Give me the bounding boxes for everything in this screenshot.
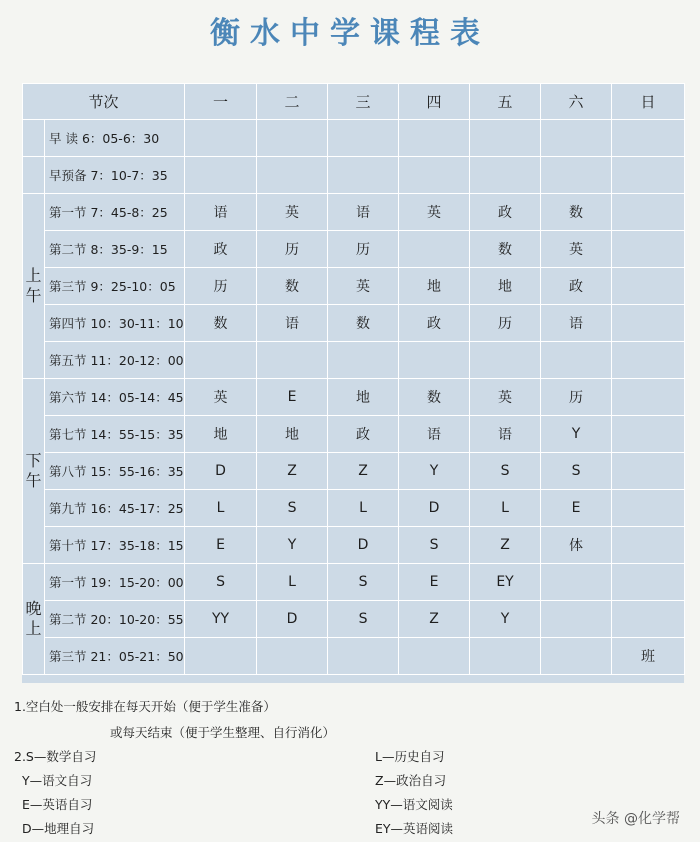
day-header: 日 (612, 84, 685, 120)
subject-cell (257, 157, 328, 194)
watermark: 头条 @化学帮 (591, 811, 680, 827)
subject-cell: E (399, 564, 470, 601)
schedule-row (23, 416, 685, 453)
subject-cell: D (399, 490, 470, 527)
subject-cell: 政 (399, 305, 470, 342)
subject-cell (257, 120, 328, 157)
legend-z: Z—政治自习 (375, 773, 447, 788)
schedule-row (23, 527, 685, 564)
subject-cell: 体 (541, 527, 612, 564)
subject-cell: 语 (399, 416, 470, 453)
group-cell-empty (23, 120, 45, 157)
subject-cell: L (185, 490, 257, 527)
subject-cell (399, 120, 470, 157)
schedule-row (23, 453, 685, 490)
period-label: 第二节 20：10-20：55 (45, 601, 185, 638)
schedule-row (23, 564, 685, 601)
subject-cell: E (257, 379, 328, 416)
subject-cell: 数 (185, 305, 257, 342)
subject-cell: S (541, 453, 612, 490)
period-header: 节次 (23, 84, 185, 120)
subject-cell: Y (541, 416, 612, 453)
subject-cell: D (328, 527, 399, 564)
subject-cell: 语 (257, 305, 328, 342)
subject-cell: D (185, 453, 257, 490)
subject-cell: 历 (470, 305, 541, 342)
subject-cell (612, 194, 685, 231)
day-header: 二 (257, 84, 328, 120)
period-label: 第四节 10：30-11：10 (45, 305, 185, 342)
subject-cell (612, 231, 685, 268)
legend-ey: EY—英语阅读 (375, 821, 454, 836)
subject-cell (185, 120, 257, 157)
subject-cell: 语 (470, 416, 541, 453)
subject-cell: 班 (612, 638, 685, 675)
group-cell-empty (23, 157, 45, 194)
period-label: 第七节 14：55-15：35 (45, 416, 185, 453)
subject-cell (328, 342, 399, 379)
subject-cell (399, 638, 470, 675)
day-header: 一 (185, 84, 257, 120)
subject-cell (541, 120, 612, 157)
subject-cell (470, 638, 541, 675)
subject-cell (541, 638, 612, 675)
subject-cell (612, 564, 685, 601)
legend-e: E—英语自习 (22, 797, 93, 812)
subject-cell: 政 (328, 416, 399, 453)
schedule-row (23, 268, 685, 305)
subject-cell: 数 (328, 305, 399, 342)
subject-cell (470, 157, 541, 194)
note-1b: 或每天结束（便于学生整理、自行消化） (110, 725, 336, 740)
subject-cell: 数 (257, 268, 328, 305)
schedule-row (23, 601, 685, 638)
subject-cell: 地 (328, 379, 399, 416)
schedule-row (23, 305, 685, 342)
subject-cell: 语 (541, 305, 612, 342)
legend-d: D—地理自习 (22, 821, 95, 836)
subject-cell: L (328, 490, 399, 527)
subject-cell (612, 453, 685, 490)
legend-y: Y—语文自习 (22, 773, 93, 788)
subject-cell: Y (470, 601, 541, 638)
legend-yy: YY—语文阅读 (375, 797, 453, 812)
subject-cell (612, 268, 685, 305)
day-header: 四 (399, 84, 470, 120)
period-label: 第六节 14：05-14：45 (45, 379, 185, 416)
subject-cell: E (541, 490, 612, 527)
subject-cell (612, 342, 685, 379)
subject-cell (470, 120, 541, 157)
subject-cell: 历 (257, 231, 328, 268)
subject-cell (185, 157, 257, 194)
subject-cell (541, 342, 612, 379)
subject-cell: 政 (185, 231, 257, 268)
subject-cell: 语 (328, 194, 399, 231)
subject-cell (612, 527, 685, 564)
subject-cell: Z (399, 601, 470, 638)
subject-cell (541, 601, 612, 638)
schedule-row (23, 490, 685, 527)
subject-cell: 英 (470, 379, 541, 416)
subject-cell: 政 (541, 268, 612, 305)
subject-cell (399, 231, 470, 268)
subject-cell: Z (470, 527, 541, 564)
subject-cell: Z (328, 453, 399, 490)
subject-cell: 数 (541, 194, 612, 231)
schedule-table-wrap (22, 83, 684, 683)
subject-cell: 数 (470, 231, 541, 268)
schedule-table (22, 83, 685, 675)
subject-cell: L (257, 564, 328, 601)
period-label: 早预备 7：10-7：35 (45, 157, 185, 194)
subject-cell (612, 416, 685, 453)
subject-cell: Y (257, 527, 328, 564)
subject-cell: Y (399, 453, 470, 490)
day-header: 五 (470, 84, 541, 120)
subject-cell (257, 638, 328, 675)
subject-cell (612, 379, 685, 416)
subject-cell (185, 638, 257, 675)
subject-cell: 英 (185, 379, 257, 416)
period-label: 第十节 17：35-18：15 (45, 527, 185, 564)
subject-cell: 地 (470, 268, 541, 305)
subject-cell: 政 (470, 194, 541, 231)
period-label: 第一节 19：15-20：00 (45, 564, 185, 601)
subject-cell: S (185, 564, 257, 601)
subject-cell (328, 157, 399, 194)
schedule-row (23, 342, 685, 379)
subject-cell (541, 157, 612, 194)
schedule-row (23, 231, 685, 268)
period-label: 第三节 21：05-21：50 (45, 638, 185, 675)
subject-cell: EY (470, 564, 541, 601)
subject-cell: 地 (399, 268, 470, 305)
page-title: 衡水中学课程表 (210, 16, 490, 51)
subject-cell: D (257, 601, 328, 638)
subject-cell: 英 (328, 268, 399, 305)
period-label: 第三节 9：25-10：05 (45, 268, 185, 305)
subject-cell (612, 305, 685, 342)
period-label: 第二节 8：35-9：15 (45, 231, 185, 268)
subject-cell: 数 (399, 379, 470, 416)
subject-cell: 历 (541, 379, 612, 416)
subject-cell: Z (257, 453, 328, 490)
subject-cell: S (399, 527, 470, 564)
group-label-afternoon: 下 午 (23, 379, 45, 564)
subject-cell: S (470, 453, 541, 490)
schedule-row (23, 194, 685, 231)
subject-cell: 英 (257, 194, 328, 231)
subject-cell: 语 (185, 194, 257, 231)
group-label-morning: 上 午 (23, 194, 45, 379)
period-label: 第八节 15：55-16：35 (45, 453, 185, 490)
day-header: 三 (328, 84, 399, 120)
group-label-evening: 晚 上 (23, 564, 45, 675)
schedule-row (23, 638, 685, 675)
schedule-row (23, 120, 685, 157)
legend-s: 2.S—数学自习 (14, 749, 97, 764)
subject-cell (328, 120, 399, 157)
subject-cell (399, 342, 470, 379)
period-label: 第一节 7：45-8：25 (45, 194, 185, 231)
subject-cell: 英 (541, 231, 612, 268)
period-label: 早 读 6：05-6：30 (45, 120, 185, 157)
subject-cell (257, 342, 328, 379)
subject-cell: S (328, 601, 399, 638)
subject-cell (612, 601, 685, 638)
subject-cell: S (257, 490, 328, 527)
subject-cell: L (470, 490, 541, 527)
subject-cell (470, 342, 541, 379)
subject-cell (328, 638, 399, 675)
subject-cell: 历 (185, 268, 257, 305)
subject-cell (612, 120, 685, 157)
period-label: 第九节 16：45-17：25 (45, 490, 185, 527)
day-header: 六 (541, 84, 612, 120)
subject-cell: E (185, 527, 257, 564)
period-label: 第五节 11：20-12：00 (45, 342, 185, 379)
subject-cell: 历 (328, 231, 399, 268)
note-1a: 1.空白处一般安排在每天开始（便于学生准备） (14, 699, 276, 714)
header-row (23, 84, 685, 120)
subject-cell: 地 (257, 416, 328, 453)
subject-cell (541, 564, 612, 601)
subject-cell: 英 (399, 194, 470, 231)
subject-cell (612, 490, 685, 527)
schedule-row (23, 379, 685, 416)
subject-cell (185, 342, 257, 379)
subject-cell (612, 157, 685, 194)
schedule-row (23, 157, 685, 194)
legend-l: L—历史自习 (375, 749, 445, 764)
subject-cell: S (328, 564, 399, 601)
subject-cell: YY (185, 601, 257, 638)
subject-cell (399, 157, 470, 194)
subject-cell: 地 (185, 416, 257, 453)
